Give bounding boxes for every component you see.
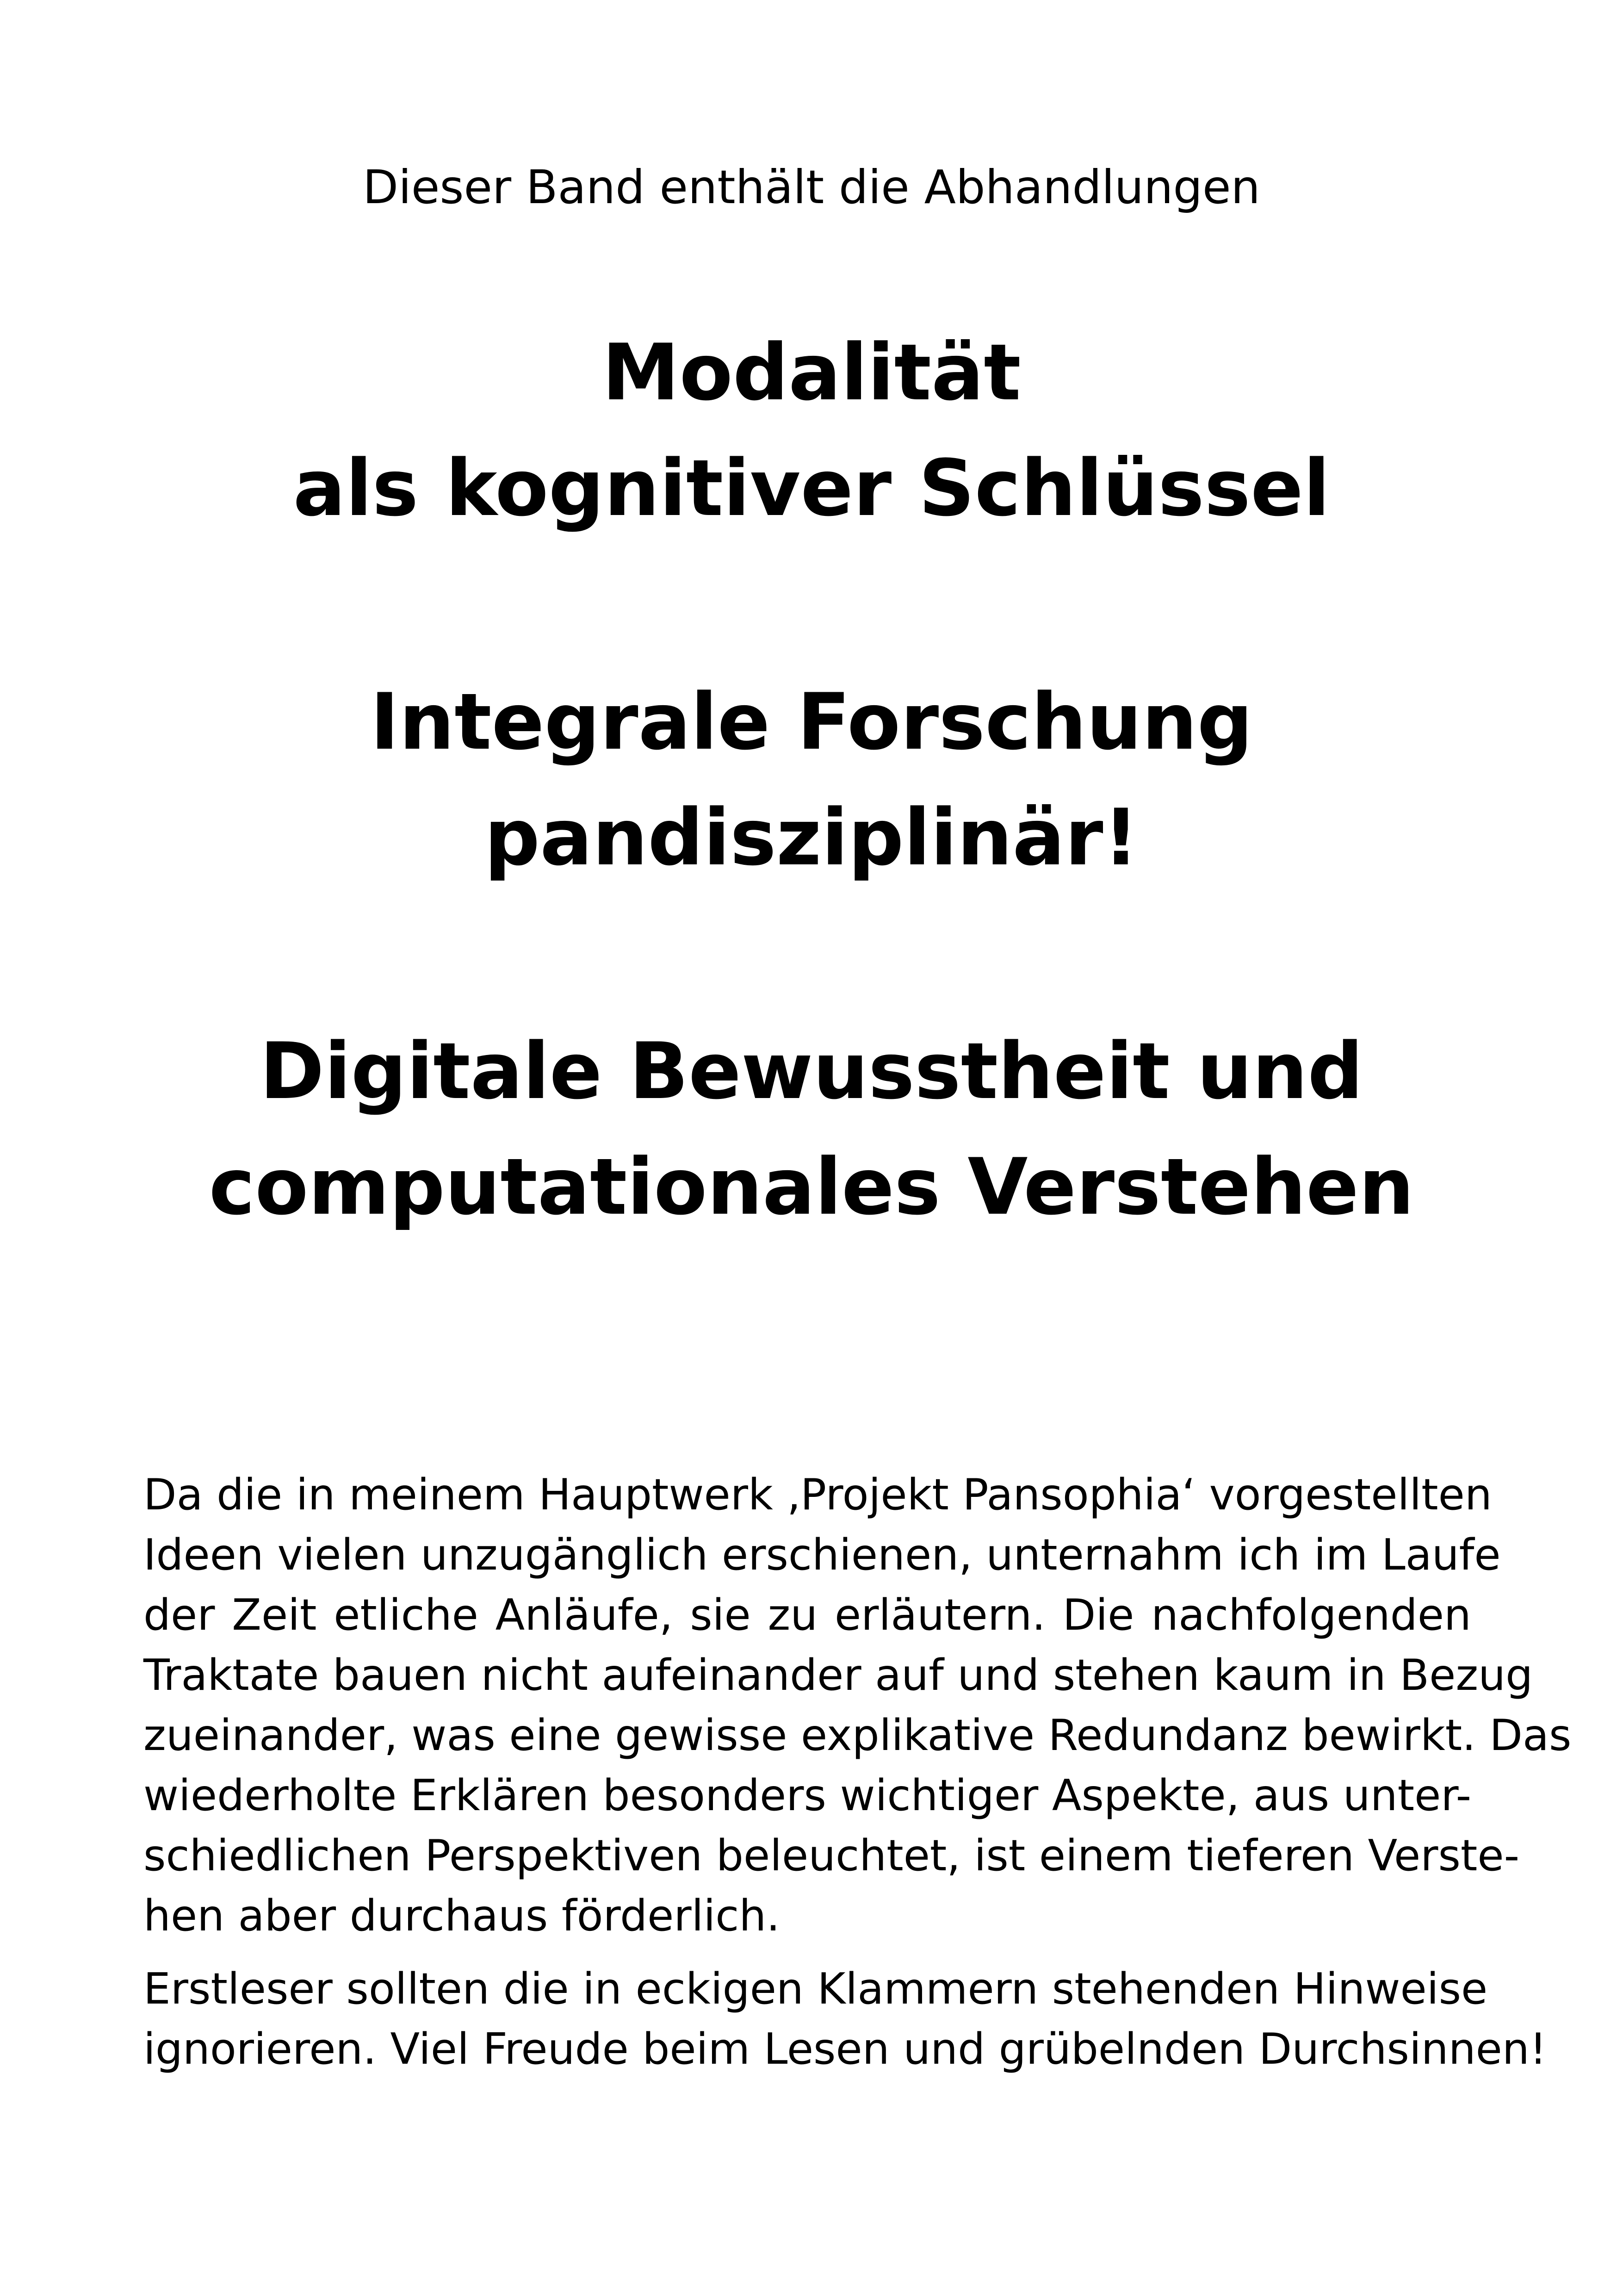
paragraph-line: der Zeit etliche Anläufe, sie zu erläutern. Die nachfolgenden: [143, 1590, 1471, 1640]
treatise-title-1-line-1: Modalität: [602, 327, 1021, 418]
treatise-title-3: [93, 1013, 1530, 1245]
paragraph-line: hen aber durchaus förderlich.: [143, 1891, 780, 1941]
intro-line: Dieser Band enthält die Abhandlungen: [363, 160, 1260, 214]
treatise-title-1: [93, 315, 1530, 546]
paragraph-line: Da die in meinem Hauptwerk ‚Projekt Pansophia‘ vorgestellten: [143, 1470, 1492, 1520]
paragraph-line: wiederholte Erklären besonders wichtiger Aspekte, aus unter-: [143, 1770, 1472, 1820]
preface-paragraph-1: [143, 1464, 1572, 1946]
treatise-title-1-line-2: als kognitiver Schlüssel: [293, 443, 1330, 534]
paragraph-gap: [143, 1946, 1471, 1959]
paragraph-line: Erstleser sollten die in eckigen Klammern stehenden Hinweise: [143, 1964, 1488, 2014]
paragraph-line: Ideen vielen unzugänglich erschienen, unternahm ich im Laufe: [143, 1530, 1501, 1580]
paragraph-line: zueinander, was eine gewisse explikative Redundanz bewirkt. Das: [143, 1710, 1572, 1760]
paragraph-line: ignorieren. Viel Freude beim Lesen und grübelnden Durchsinnen!: [143, 2024, 1547, 2074]
preface-text: [143, 1464, 1572, 2079]
paragraph-line: Traktate bauen nicht aufeinander auf und stehen kaum in Bezug: [143, 1650, 1533, 1700]
treatise-title-3-line-2: computationales Verstehen: [209, 1142, 1414, 1232]
treatise-title-2-line-1: Integrale Forschung: [370, 676, 1253, 767]
treatise-title-2: [93, 664, 1530, 895]
preface-paragraph-2: [143, 1959, 1547, 2079]
paragraph-line: schiedlichen Perspektiven beleuchtet, ist einem tieferen Verste-: [143, 1831, 1520, 1880]
treatise-title-2-line-2: pandisziplinär!: [484, 792, 1139, 883]
treatise-title-3-line-1: Digitale Bewusstheit und: [260, 1026, 1363, 1117]
